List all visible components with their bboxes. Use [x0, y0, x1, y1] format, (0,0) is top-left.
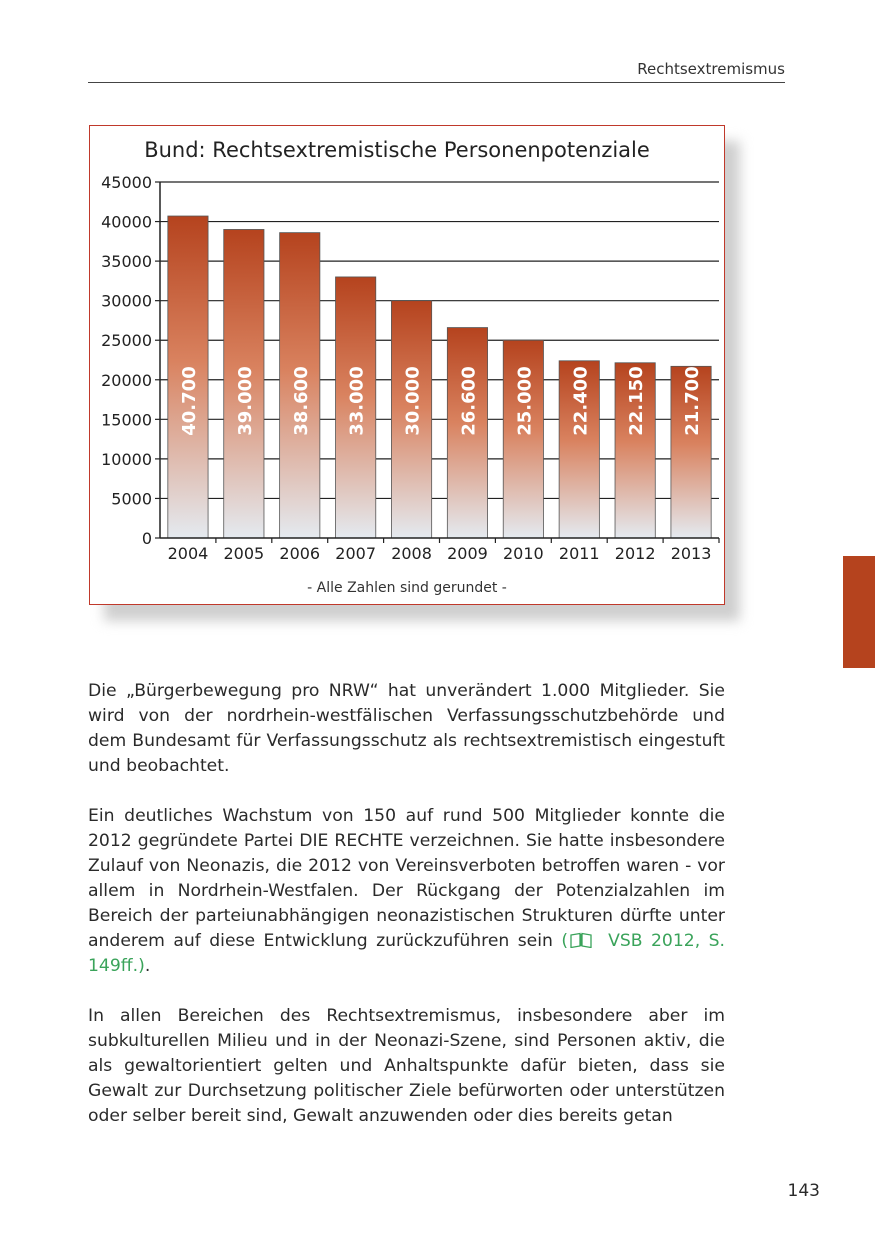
header-rule — [88, 82, 785, 83]
y-tick-label: 5000 — [111, 489, 152, 509]
x-tick-label: 2012 — [614, 544, 656, 563]
y-tick-label: 0 — [141, 529, 152, 548]
y-tick-label: 15000 — [101, 410, 152, 430]
paragraph-1: Die „Bürgerbewegung pro NRW“ hat unverändert 1.000 Mitglieder. Sie wird von der nordrhein-westfälischen Verfassungsschutzbehörde und dem Bundesamt für Verfassungsschutz als rechtsextremistisch eingestuft und beobachtet. — [88, 681, 725, 776]
bar-value-label: 22.400 — [570, 366, 592, 436]
bar-value-label: 26.600 — [458, 366, 480, 436]
bar-chart — [90, 126, 724, 604]
section-tab — [843, 556, 875, 668]
x-tick-label: 2004 — [167, 544, 209, 563]
paragraph-2-text: Ein deutliches Wachstum von 150 auf rund 500 Mitglieder konnte die 2012 gegründete Partei DIE RECHTE verzeichnen. Sie hatte insbesondere Zulauf von Neonazis, die 2012 von Vereinsverboten betroffen waren - vor allem in Nordrhein-Westfalen. Der Rückgang der Potenzialzahlen im Bereich der parteiunabhängigen neonazistischen Strukturen dürfte unter anderem auf diese Entwicklung zurückzuführen sein — [88, 806, 725, 951]
reference-tail: . — [144, 956, 151, 976]
running-head: Rechtsextremismus — [637, 60, 785, 78]
x-tick-label: 2013 — [670, 544, 712, 563]
y-tick-label: 35000 — [101, 252, 152, 272]
y-tick-label: 20000 — [101, 370, 152, 390]
page-number: 143 — [787, 1181, 820, 1201]
reference-text: VSB 2012, S. 149ff.) — [88, 931, 725, 976]
bar-value-label: 30.000 — [402, 366, 424, 436]
bar-value-label: 40.700 — [178, 366, 200, 436]
x-tick-label: 2010 — [502, 544, 544, 563]
x-axis-labels — [168, 538, 719, 563]
x-tick-label: 2008 — [391, 544, 432, 563]
book-icon — [570, 932, 592, 948]
bar-value-label: 22.150 — [626, 366, 648, 436]
chart-frame — [89, 125, 725, 605]
y-tick-label: 45000 — [101, 173, 152, 192]
x-tick-label: 2009 — [447, 544, 488, 563]
reference-open-paren: ( — [561, 931, 569, 951]
bar-value-label: 33.000 — [346, 366, 368, 436]
bar-value-label: 21.700 — [682, 366, 704, 436]
paragraph-3: In allen Bereichen des Rechtsextremismus, insbesondere aber im subkulturellen Milieu und in der Neonazi-Szene, sind Personen aktiv, die als gewaltorientiert gelten und Anhaltspunkte dafür bieten, dass sie Gewalt zur Durchsetzung politischer Ziele befürworten oder unterstützen oder selber bereit sind, Gewalt anzuwenden oder dies bereits getan — [88, 1006, 725, 1126]
x-tick-label: 2006 — [279, 544, 321, 563]
x-tick-label: 2005 — [223, 544, 265, 563]
chart-bars — [168, 216, 711, 538]
bar-value-label: 25.000 — [514, 366, 536, 436]
x-tick-label: 2011 — [558, 544, 600, 563]
y-tick-label: 40000 — [101, 212, 152, 232]
y-tick-label: 25000 — [101, 331, 152, 351]
paragraph-2 — [88, 804, 725, 979]
y-axis-ticks — [101, 173, 160, 548]
chart-footnote: - Alle Zahlen sind gerundet - — [307, 580, 507, 596]
x-tick-label: 2007 — [335, 544, 377, 563]
chart-title: Bund: Rechtsextremistische Personenpotenziale — [144, 138, 650, 162]
body-text — [88, 679, 725, 1154]
y-tick-label: 30000 — [101, 291, 152, 311]
bar-value-label: 38.600 — [290, 366, 312, 436]
y-tick-label: 10000 — [101, 449, 152, 469]
bar-value-label: 39.000 — [234, 366, 256, 436]
